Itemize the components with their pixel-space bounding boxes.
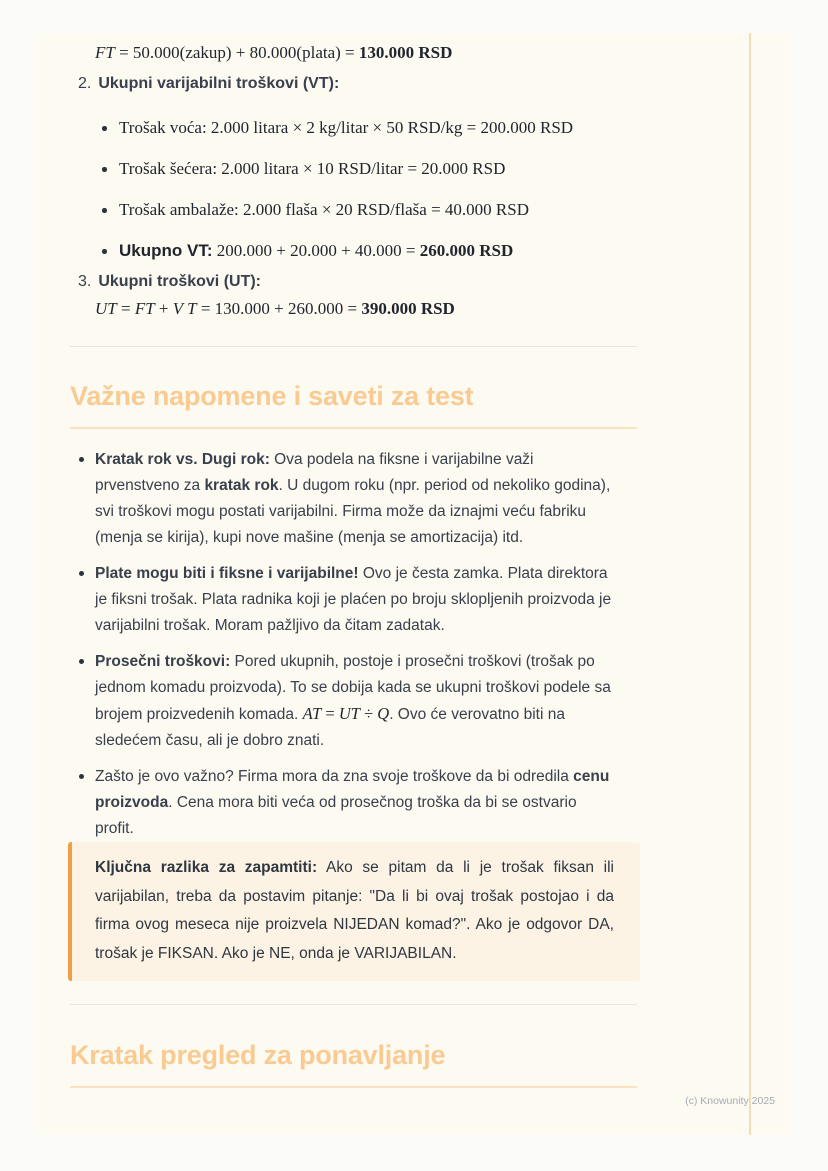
- text-segment: =: [116, 299, 135, 318]
- list-item: [70, 561, 640, 639]
- notes-bullet-list: [70, 447, 640, 852]
- list-item-text: [119, 159, 505, 178]
- list-item: [70, 447, 640, 551]
- text-segment: (menja se kirija), kupi nove mašine (menja se amortizacija) itd.: [95, 529, 524, 546]
- text-segment: Prosečni troškovi:: [95, 653, 231, 670]
- text-segment: +: [154, 299, 173, 318]
- text-segment: 200.000 + 20.000 + 40.000 =: [212, 241, 420, 260]
- text-segment: Trošak voća: 2.000 litara × 2 kg/litar × 50 RSD/kg = 200.000 RSD: [119, 118, 574, 137]
- text-segment: Ukupno VT:: [119, 241, 213, 260]
- text-segment: brojem proizvedenih komada.: [95, 706, 303, 723]
- list-item-text: [95, 451, 610, 546]
- text-segment: Plate mogu biti i fiksne i varijabilne!: [95, 565, 359, 582]
- text-segment: proizvoda: [95, 794, 169, 811]
- text-segment: = 50.000(zakup) + 80.000(plata) =: [114, 43, 359, 62]
- notes-section-heading: Važne napomene i saveti za test: [70, 378, 637, 429]
- bullet-icon: [102, 249, 107, 254]
- list-item-text: [119, 118, 573, 137]
- text-segment: Zašto je ovo važno? Firma mora da zna svoje troškove da bi odredila: [95, 768, 574, 785]
- text-segment: = 130.000 + 260.000 =: [196, 299, 362, 318]
- numbered-item-variable-costs: [78, 75, 339, 93]
- text-segment: FT: [134, 299, 155, 318]
- text-segment: Ključna razlika za zapamtiti:: [95, 859, 318, 876]
- text-segment: cenu: [573, 768, 610, 785]
- section-divider: [70, 1004, 637, 1005]
- list-item-text: [95, 653, 611, 749]
- text-segment: Kratak rok vs. Dugi rok:: [95, 451, 270, 468]
- key-difference-callout: [68, 842, 640, 981]
- section-divider: [70, 346, 637, 347]
- text-segment: sledećem času, ali je dobro znati.: [95, 732, 325, 749]
- list-item: [70, 764, 640, 842]
- page-accent-line: [749, 33, 751, 1135]
- item-title: Ukupni varijabilni troškovi (VT):: [98, 75, 340, 92]
- list-item: [70, 649, 640, 754]
- text-segment: Ovo je česta zamka. Plata direktora: [358, 565, 608, 582]
- text-segment: prvenstveno za: [95, 477, 205, 494]
- bullet-icon: [102, 126, 107, 131]
- text-segment: Trošak šećera: 2.000 litara × 10 RSD/litar = 20.000 RSD: [119, 159, 506, 178]
- text-segment: svi troškovi mogu postati varijabilni. Firma može da iznajmi veću fabriku: [95, 503, 587, 520]
- text-segment: varijabilni trošak. Moram pažljivo da čitam zadatak.: [95, 617, 445, 634]
- text-segment: Trošak ambalaže: 2.000 flaša × 20 RSD/flaša = 40.000 RSD: [119, 200, 529, 219]
- list-item-text: [95, 565, 611, 634]
- text-segment: Q: [377, 704, 390, 723]
- text-segment: =: [321, 704, 339, 723]
- document-page: [33, 33, 790, 1135]
- list-item: [102, 117, 662, 140]
- bullet-icon: [102, 208, 107, 213]
- list-item: [102, 158, 662, 181]
- text-segment: 390.000 RSD: [361, 299, 455, 318]
- text-segment: FT: [95, 43, 115, 62]
- text-segment: 130.000 RSD: [358, 43, 453, 62]
- review-section-heading: Kratak pregled za ponavljanje: [70, 1037, 637, 1088]
- variable-costs-list: [102, 117, 662, 281]
- list-item-text: [119, 241, 513, 260]
- copyright-footer: (c) Knowunity 2025: [685, 1095, 775, 1107]
- text-segment: jednom komadu proizvoda). To se dobija kada se ukupni troškovi podele sa: [95, 679, 611, 696]
- bullet-icon: [102, 167, 107, 172]
- text-segment: Ako se pitam da li je trošak fiksan ili varijabilan, treba da postavim pitanje: "Da li bi ovaj trošak postojao i da firma ovog meseca nije proizvela NIJEDAN komad?". Ako je odgovor DA, trošak je FIKSAN. Ako je NE, onda je VARIJABILAN.: [95, 859, 614, 962]
- total-costs-formula: [95, 299, 455, 319]
- bullet-icon: [79, 774, 84, 779]
- numbered-item-total-costs: [78, 273, 261, 291]
- list-item-text: [119, 200, 529, 219]
- list-item: [102, 240, 662, 263]
- text-segment: UT: [95, 299, 117, 318]
- callout-text: [95, 854, 614, 968]
- text-segment: V T: [172, 299, 197, 318]
- bullet-icon: [79, 571, 84, 576]
- fixed-costs-formula: [95, 43, 452, 63]
- text-segment: . Ovo će verovatno biti na: [389, 706, 565, 723]
- bullet-icon: [79, 659, 84, 664]
- text-segment: Pored ukupnih, postoje i prosečni troškovi (trošak po: [230, 653, 595, 670]
- item-number: 3.: [78, 273, 92, 290]
- text-segment: kratak rok: [204, 477, 279, 494]
- text-segment: ÷: [359, 704, 378, 723]
- text-segment: UT: [338, 704, 360, 723]
- text-segment: profit.: [95, 820, 134, 837]
- text-segment: Ova podela na fiksne i varijabilne važi: [269, 451, 534, 468]
- list-item-text: [95, 768, 609, 837]
- list-item: [102, 199, 662, 222]
- text-segment: AT: [302, 704, 322, 723]
- text-segment: . U dugom roku (npr. period od nekoliko godina),: [278, 477, 611, 494]
- text-segment: . Cena mora biti veća od prosečnog troška da bi se ostvario: [168, 794, 577, 811]
- text-segment: je fiksni trošak. Plata radnika koji je plaćen po broju sklopljenih proizvoda je: [95, 591, 612, 608]
- item-number: 2.: [78, 75, 92, 92]
- bullet-icon: [79, 457, 84, 462]
- item-title: Ukupni troškovi (UT):: [98, 273, 262, 290]
- text-segment: 260.000 RSD: [419, 241, 514, 260]
